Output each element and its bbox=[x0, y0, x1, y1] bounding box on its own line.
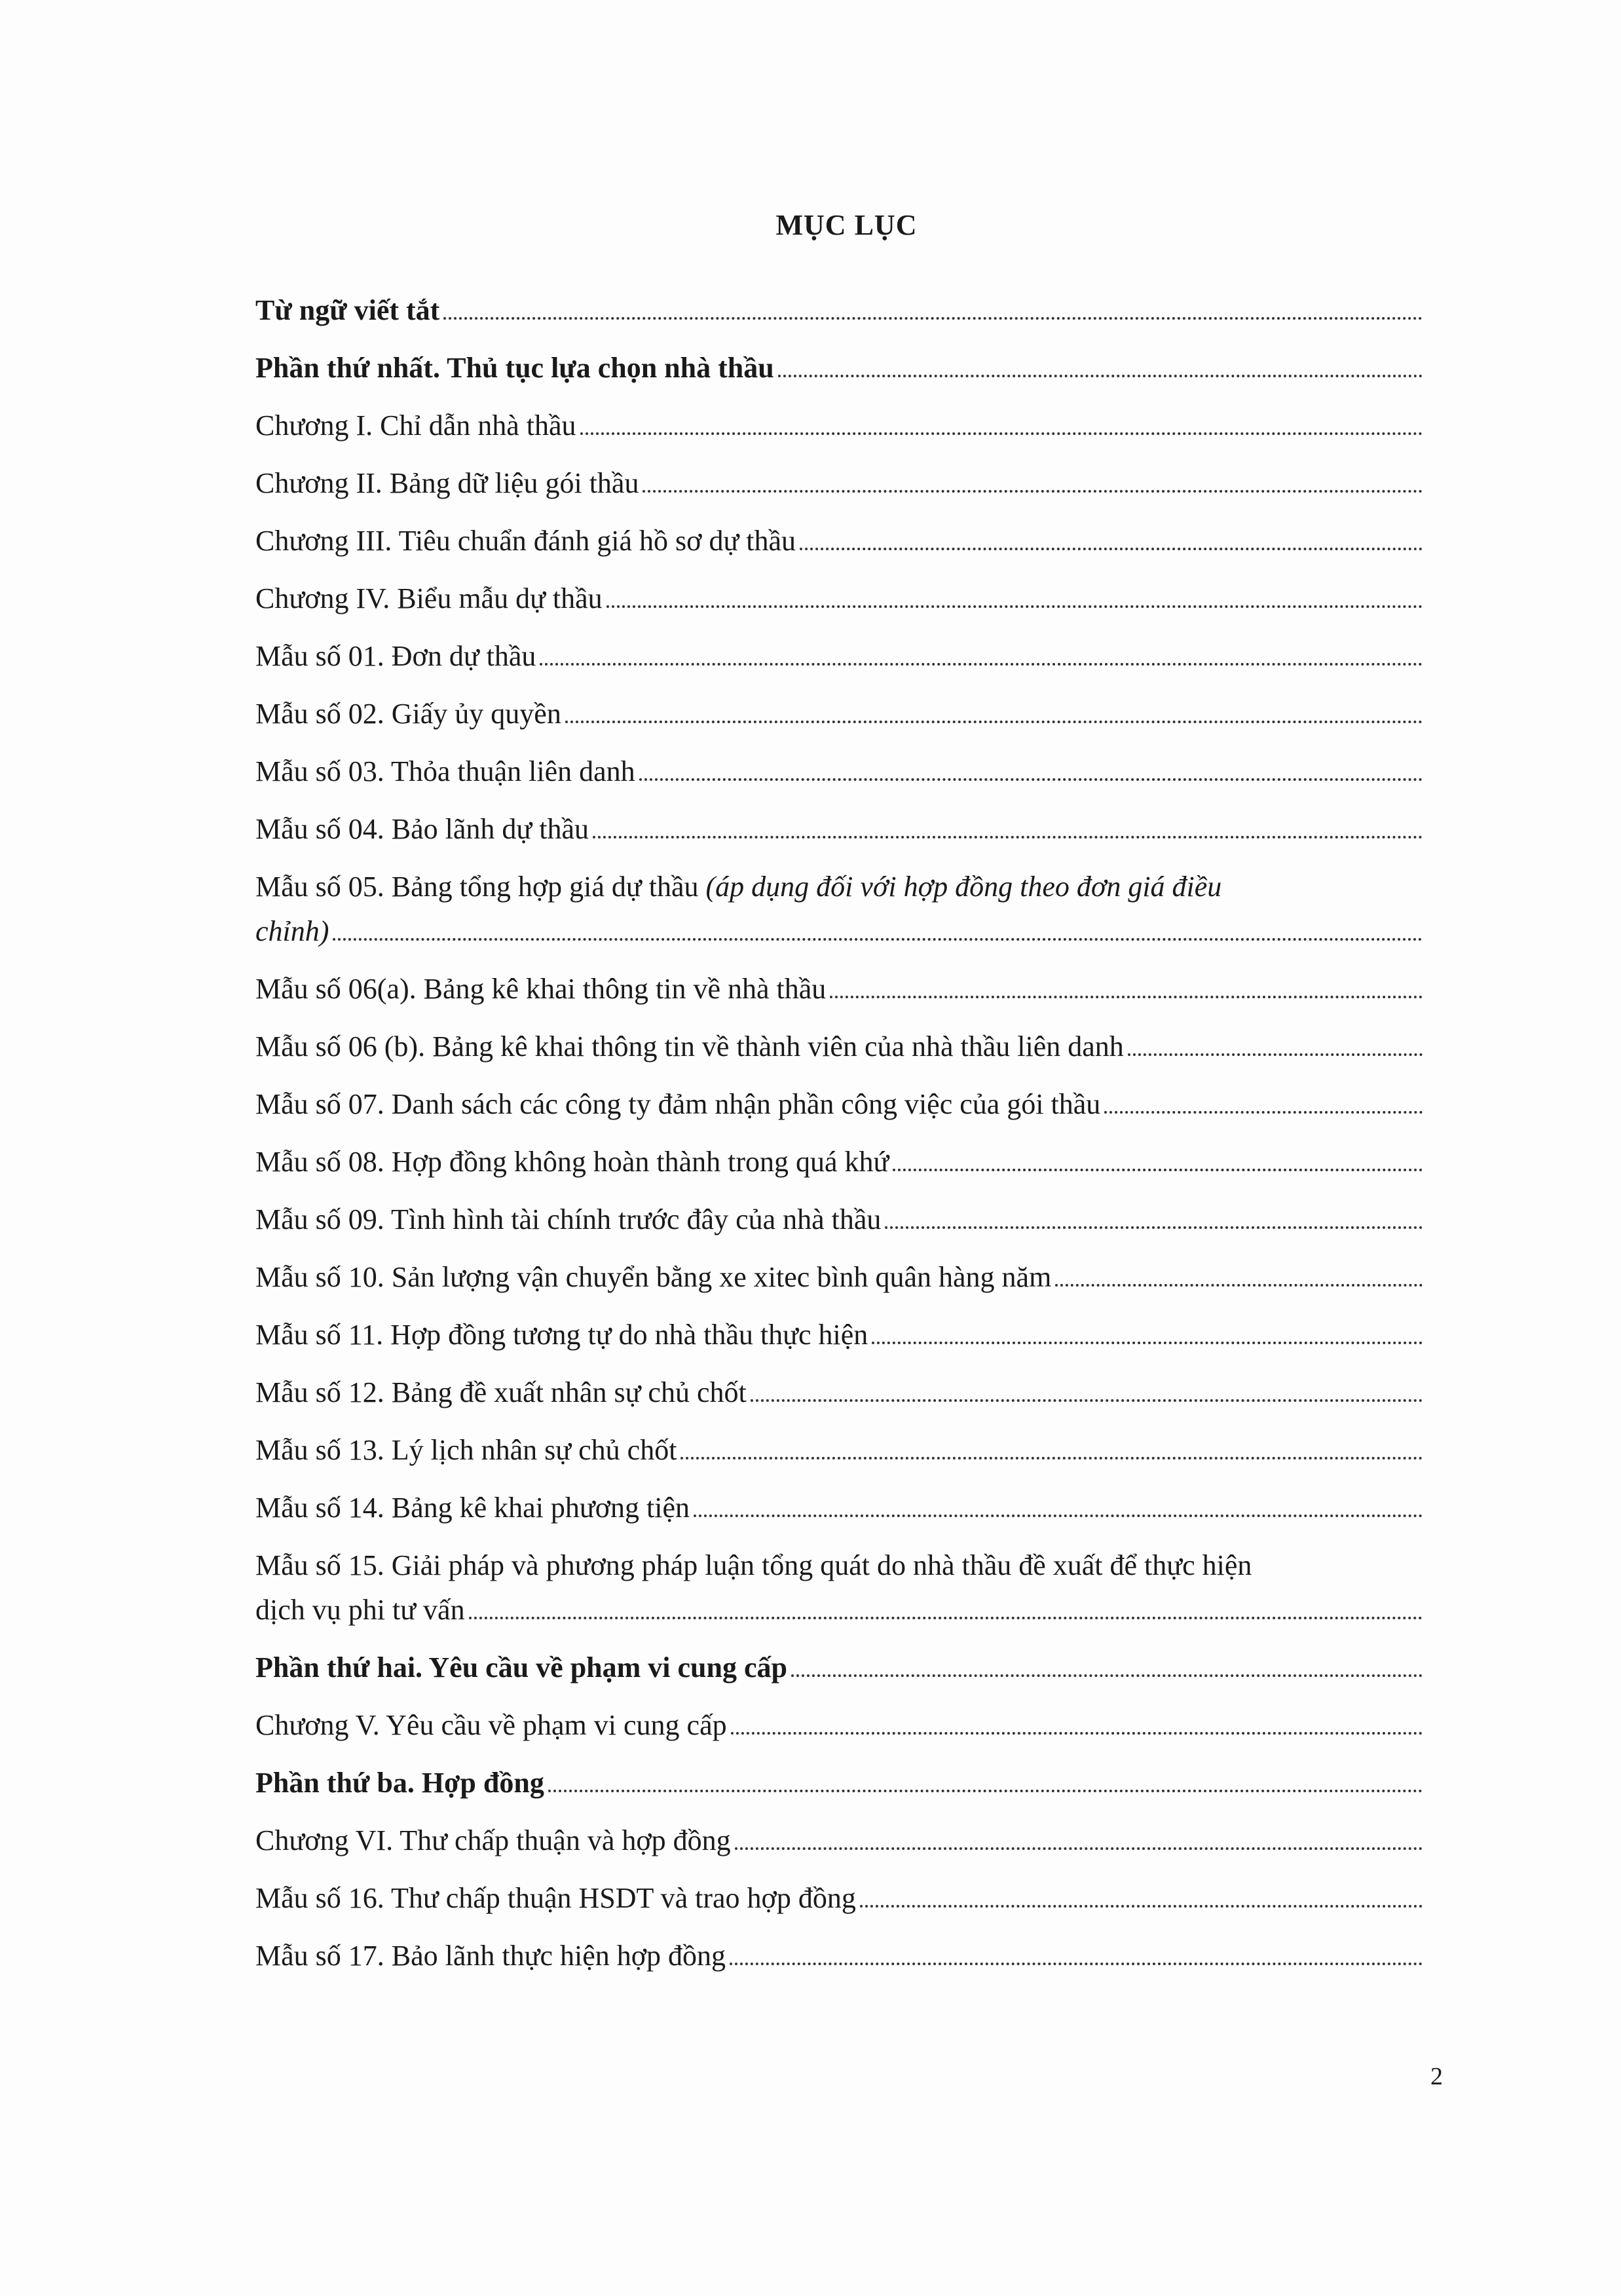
toc-entry[interactable] bbox=[255, 282, 1423, 339]
toc-entry[interactable] bbox=[255, 1754, 1423, 1812]
page-number: 2 bbox=[1430, 2063, 1443, 2090]
toc-entry[interactable] bbox=[255, 1018, 1423, 1076]
leader-dots bbox=[885, 1226, 1423, 1229]
toc-entry[interactable] bbox=[255, 1191, 1423, 1249]
toc-entry-label: Chương I. Chỉ dẫn nhà thầu bbox=[255, 409, 576, 442]
toc-entry[interactable] bbox=[255, 1076, 1423, 1133]
toc-entry-italic-note: (áp dụng đối với hợp đồng theo đơn giá điều bbox=[705, 871, 1222, 903]
toc-entry[interactable] bbox=[255, 397, 1423, 455]
toc-entry-label: Mẫu số 14. Bảng kê khai phương tiện bbox=[255, 1492, 690, 1524]
leader-dots bbox=[778, 375, 1423, 377]
toc-entry[interactable] bbox=[255, 628, 1423, 685]
toc-entry[interactable] bbox=[255, 1421, 1423, 1479]
toc-entry[interactable] bbox=[255, 1364, 1423, 1421]
toc-entry-label-continued: dịch vụ phi tư vấn bbox=[255, 1594, 465, 1626]
leader-dots bbox=[580, 432, 1423, 435]
toc-entry[interactable] bbox=[255, 800, 1423, 858]
leader-dots bbox=[751, 1399, 1423, 1402]
leader-dots bbox=[735, 1847, 1423, 1850]
leader-dots bbox=[593, 836, 1423, 838]
toc-entry-label: Chương V. Yêu cầu về phạm vi cung cấp bbox=[255, 1709, 727, 1741]
toc-entry-label: Mẫu số 07. Danh sách các công ty đảm nhận phần công việc của gói thầu bbox=[255, 1088, 1101, 1120]
toc-entry[interactable] bbox=[255, 1479, 1423, 1537]
toc-entry[interactable] bbox=[255, 1249, 1423, 1306]
leader-dots bbox=[791, 1674, 1423, 1677]
toc-entry-label: Mẫu số 17. Bảo lãnh thực hiện hợp đồng bbox=[255, 1940, 726, 1972]
leader-dots bbox=[730, 1963, 1423, 1965]
toc-entry-label-continued: chỉnh) bbox=[255, 915, 329, 947]
leader-dots bbox=[565, 721, 1423, 723]
toc-entry-label: Mẫu số 05. Bảng tổng hợp giá dự thầu bbox=[255, 871, 706, 903]
toc-entry-label: Chương IV. Biểu mẫu dự thầu bbox=[255, 582, 603, 614]
leader-dots bbox=[893, 1169, 1423, 1171]
toc-entry[interactable] bbox=[255, 339, 1423, 397]
toc-entry[interactable] bbox=[255, 743, 1423, 800]
toc-entry[interactable] bbox=[255, 455, 1423, 512]
toc-entry[interactable] bbox=[255, 570, 1423, 628]
leader-dots bbox=[830, 996, 1423, 998]
toc-entry-label: Phần thứ hai. Yêu cầu về phạm vi cung cấp bbox=[255, 1651, 788, 1684]
leader-dots bbox=[643, 490, 1423, 493]
leader-dots bbox=[694, 1515, 1423, 1517]
leader-dots bbox=[548, 1790, 1423, 1792]
leader-dots bbox=[731, 1732, 1423, 1735]
page-title: MỤC LỤC bbox=[775, 209, 918, 241]
toc-entry-label: Mẫu số 06(a). Bảng kê khai thông tin về nhà thầu bbox=[255, 973, 827, 1005]
toc-entry[interactable] bbox=[255, 1537, 1423, 1639]
toc-entry-label: Mẫu số 06 (b). Bảng kê khai thông tin về thành viên của nhà thầu liên danh bbox=[255, 1030, 1124, 1063]
toc-entry-label: Chương II. Bảng dữ liệu gói thầu bbox=[255, 467, 639, 499]
leader-dots bbox=[680, 1457, 1423, 1459]
toc-entry-label: Phần thứ nhất. Thủ tục lựa chọn nhà thầu bbox=[255, 352, 774, 384]
toc-entry-label: Mẫu số 11. Hợp đồng tương tự do nhà thầu thực hiện bbox=[255, 1319, 868, 1351]
leader-dots bbox=[800, 548, 1423, 550]
leader-dots bbox=[443, 317, 1423, 320]
toc-entry[interactable] bbox=[255, 960, 1423, 1018]
toc-entry-label: Mẫu số 02. Giấy ủy quyền bbox=[255, 698, 561, 730]
toc-entry-label: Từ ngữ viết tắt bbox=[255, 294, 440, 326]
toc-entry-label: Mẫu số 01. Đơn dự thầu bbox=[255, 640, 536, 672]
leader-dots bbox=[1104, 1111, 1423, 1114]
toc-entry-label: Mẫu số 08. Hợp đồng không hoàn thành trong quá khứ bbox=[255, 1146, 889, 1178]
table-of-contents bbox=[255, 282, 1423, 1985]
toc-entry-label: Mẫu số 13. Lý lịch nhân sự chủ chốt bbox=[255, 1434, 677, 1466]
leader-dots bbox=[872, 1342, 1423, 1344]
toc-entry[interactable] bbox=[255, 858, 1423, 960]
leader-dots bbox=[860, 1905, 1423, 1908]
toc-entry-label: Phần thứ ba. Hợp đồng bbox=[255, 1767, 544, 1799]
toc-entry-label: Mẫu số 10. Sản lượng vận chuyển bằng xe xitec bình quân hàng năm bbox=[255, 1261, 1052, 1293]
toc-entry[interactable] bbox=[255, 1306, 1423, 1364]
toc-entry-label: Chương III. Tiêu chuẩn đánh giá hồ sơ dự thầu bbox=[255, 525, 796, 557]
toc-entry[interactable] bbox=[255, 1870, 1423, 1927]
toc-entry-label: Mẫu số 03. Thỏa thuận liên danh bbox=[255, 755, 635, 787]
toc-entry[interactable] bbox=[255, 1927, 1423, 1985]
leader-dots bbox=[639, 778, 1423, 781]
toc-entry[interactable] bbox=[255, 1812, 1423, 1870]
leader-dots bbox=[540, 663, 1423, 666]
toc-entry[interactable] bbox=[255, 1133, 1423, 1191]
toc-entry-label: Mẫu số 04. Bảo lãnh dự thầu bbox=[255, 813, 589, 845]
toc-entry-label: Mẫu số 16. Thư chấp thuận HSDT và trao hợp đồng bbox=[255, 1882, 856, 1914]
leader-dots bbox=[1055, 1284, 1423, 1287]
toc-entry-label: Mẫu số 09. Tình hình tài chính trước đây của nhà thầu bbox=[255, 1203, 882, 1235]
toc-entry[interactable] bbox=[255, 1697, 1423, 1754]
toc-entry-label: Mẫu số 12. Bảng đề xuất nhân sự chủ chốt bbox=[255, 1376, 747, 1408]
toc-entry-label: Mẫu số 15. Giải pháp và phương pháp luận tổng quát do nhà thầu đề xuất để thực hiện bbox=[255, 1549, 1252, 1581]
leader-dots bbox=[606, 605, 1423, 608]
toc-entry[interactable] bbox=[255, 685, 1423, 743]
leader-dots bbox=[469, 1617, 1423, 1619]
leader-dots bbox=[1128, 1053, 1423, 1056]
toc-entry[interactable] bbox=[255, 1639, 1423, 1697]
leader-dots bbox=[333, 938, 1423, 941]
toc-entry[interactable] bbox=[255, 512, 1423, 570]
toc-entry-label: Chương VI. Thư chấp thuận và hợp đồng bbox=[255, 1824, 731, 1856]
